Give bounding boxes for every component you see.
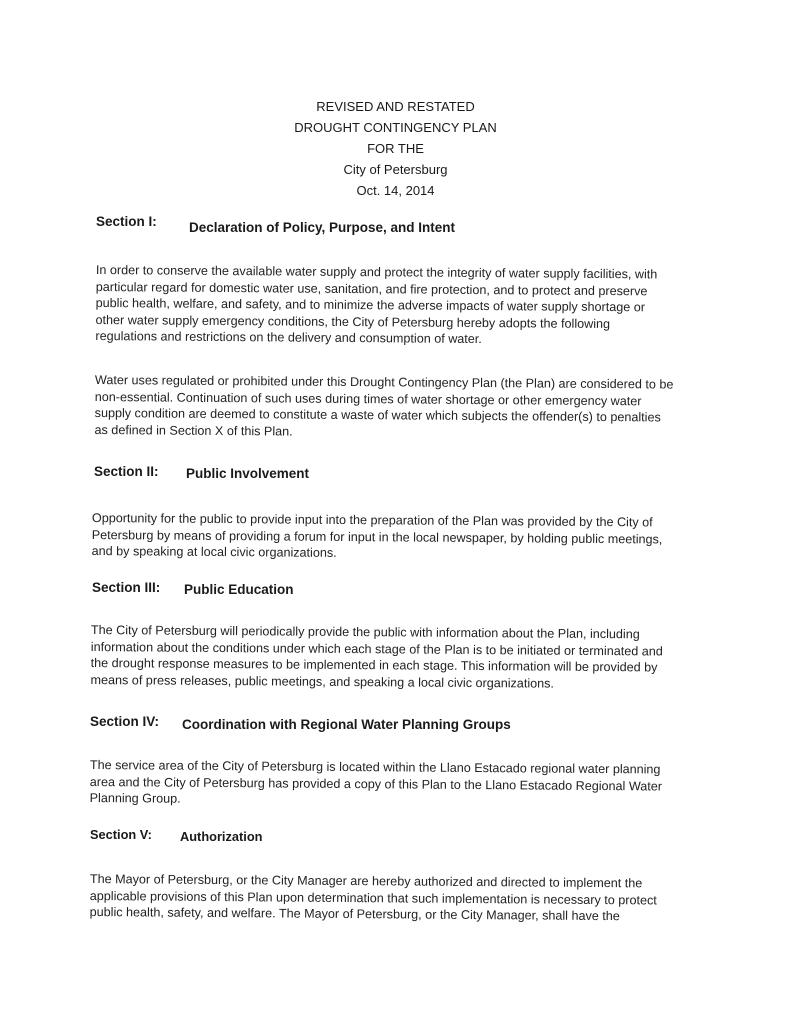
title-line: REVISED AND RESTATED xyxy=(316,99,475,114)
section-heading xyxy=(90,827,263,844)
paragraph-line: public health, safety, and welfare. The Mayor of Petersburg, or the City Manager, shall have the xyxy=(89,905,620,924)
section-title: Authorization xyxy=(180,829,263,844)
paragraph xyxy=(94,372,673,443)
title-line: DROUGHT CONTINGENCY PLAN xyxy=(294,120,497,135)
section-number: Section I: xyxy=(96,214,157,229)
paragraph-line: information about the conditions under which each stage of the Plan is to be initiated or terminated and xyxy=(90,639,663,659)
paragraph-line: as defined in Section X of this Plan. xyxy=(94,422,293,439)
paragraph xyxy=(90,757,663,811)
paragraph-line: and by speaking at local civic organizations. xyxy=(91,544,337,561)
paragraph-line: Petersburg by means of providing a forum for input in the local newspaper, by holding public meetings, xyxy=(91,527,663,547)
paragraph-line: supply condition are deemed to constitute a waste of water which subjects the offender(s) to penalties xyxy=(94,406,661,425)
paragraph xyxy=(92,510,663,564)
paragraph-line: Opportunity for the public to provide input into the preparation of the Plan was provided by the City of xyxy=(91,510,653,530)
paragraph-line: Planning Group. xyxy=(89,791,181,806)
paragraph-line: Water uses regulated or prohibited under this Drought Contingency Plan (the Plan) are considered to be xyxy=(94,372,674,392)
paragraph-line: particular regard for domestic water use, sanitation, and fire protection, and to protect and preserve xyxy=(95,279,648,298)
section-number: Section III: xyxy=(92,580,161,595)
paragraph-line: applicable provisions of this Plan upon determination that such implementation is necessary to protect xyxy=(89,888,657,908)
section-title: Declaration of Policy, Purpose, and Intent xyxy=(189,220,456,235)
paragraph xyxy=(95,262,657,349)
section-heading xyxy=(94,464,310,481)
paragraph-line: In order to conserve the available water supply and protect the integrity of water supply facilities, with xyxy=(95,262,658,282)
paragraph-line: area and the City of Petersburg has provided a copy of this Plan to the Llano Estacado Regional Water xyxy=(89,774,663,794)
paragraph-line: regulations and restrictions on the delivery and consumption of water. xyxy=(95,329,482,347)
section-heading xyxy=(96,214,456,235)
paragraph-line: the drought response measures to be implemented in each stage. This information will be provided by xyxy=(90,656,658,675)
document-title xyxy=(0,96,791,201)
paragraph-line: The Mayor of Petersburg, or the City Manager are hereby authorized and directed to implement the xyxy=(89,871,643,891)
title-line: FOR THE xyxy=(367,141,424,156)
section-number: Section II: xyxy=(94,464,159,479)
paragraph-line: means of press releases, public meetings, and speaking a local civic organizations. xyxy=(90,672,555,691)
paragraph-line: non-essential. Continuation of such uses during times of water shortage or other emergency water xyxy=(94,389,642,408)
section-number: Section V: xyxy=(90,827,152,842)
title-line: City of Petersburg xyxy=(343,162,448,177)
section-number: Section IV: xyxy=(90,714,160,729)
section-title: Coordination with Regional Water Planning Groups xyxy=(182,717,511,732)
paragraph-line: The service area of the City of Petersburg is located within the Llano Estacado regional water planning xyxy=(89,757,661,777)
paragraph-line: The City of Petersburg will periodically provide the public with information about the Plan, including xyxy=(90,622,640,642)
paragraph xyxy=(90,871,657,925)
paragraph xyxy=(90,622,662,693)
paragraph-line: other water supply emergency conditions, the City of Petersburg hereby adopts the following xyxy=(95,312,611,331)
paragraph-line: public health, welfare, and safety, and to minimize the adverse impacts of water supply shortage or xyxy=(95,296,645,315)
section-heading xyxy=(90,714,511,732)
section-title: Public Education xyxy=(184,582,294,597)
title-line: Oct. 14, 2014 xyxy=(356,183,435,198)
section-heading xyxy=(92,580,294,597)
section-title: Public Involvement xyxy=(186,466,310,481)
